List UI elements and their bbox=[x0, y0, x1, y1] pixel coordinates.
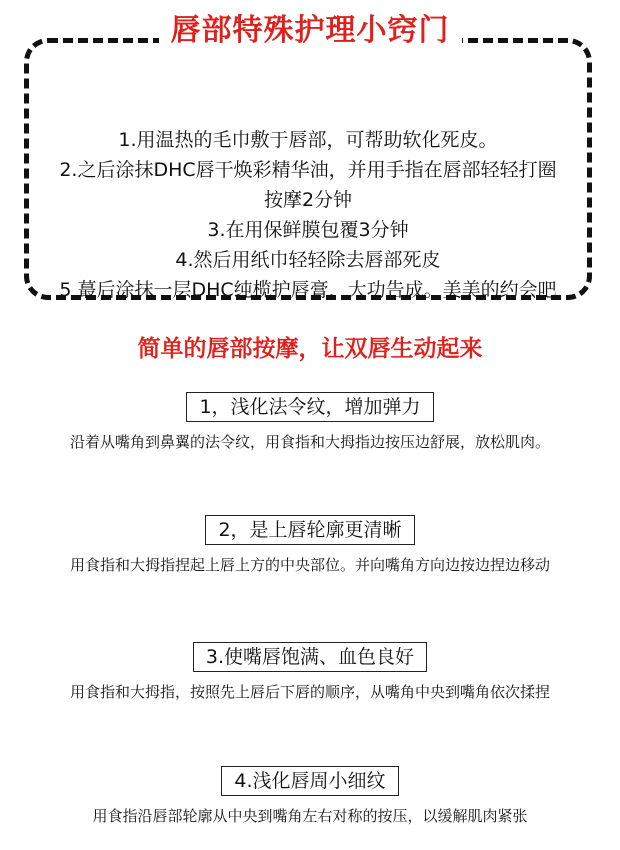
massage-item-description: 用食指和大拇指，按照先上唇后下唇的顺序，从嘴角中央到嘴角依次揉捏 bbox=[69, 683, 550, 701]
massage-item-heading: 4.浅化唇周小细纹 bbox=[221, 766, 398, 796]
tips-step: 1.用温热的毛巾敷于唇部，可帮助软化死皮。 bbox=[118, 129, 498, 151]
massage-item-description: 沿着从嘴角到鼻翼的法令纹，用食指和大拇指边按压边舒展，放松肌肉。 bbox=[69, 433, 550, 451]
massage-item-heading: 2，是上唇轮廓更清晰 bbox=[205, 515, 414, 545]
tips-step: 4.然后用纸巾轻轻除去唇部死皮 bbox=[175, 249, 441, 271]
tips-step: 3.在用保鲜膜包覆3分钟 bbox=[207, 219, 409, 241]
tips-steps bbox=[57, 125, 559, 305]
massage-item bbox=[30, 766, 590, 830]
massage-item-heading: 3.使嘴唇饱满、血色良好 bbox=[193, 642, 427, 672]
massage-item-description: 用食指沿唇部轮廓从中央到嘴角左右对称的按压，以缓解肌肉紧张 bbox=[92, 807, 528, 825]
massage-item-description: 用食指和大拇指捏起上唇上方的中央部位。并向嘴角方向边按边捏边移动 bbox=[69, 556, 550, 574]
massage-section-title: 简单的唇部按摩，让双唇生动起来 bbox=[137, 336, 483, 362]
massage-item bbox=[30, 642, 590, 706]
tips-title-wrap bbox=[0, 13, 620, 48]
tips-box bbox=[24, 38, 592, 300]
massage-item bbox=[30, 392, 590, 456]
tips-step: 2.之后涂抹DHC唇干焕彩精华油，并用手指在唇部轻轻打圈按摩2分钟 bbox=[59, 159, 557, 211]
massage-item bbox=[30, 515, 590, 579]
tips-step: 5 蕞后涂抹一层DHC纯榄护唇膏，大功告成。美美的约会吧 bbox=[59, 279, 557, 301]
massage-item-heading: 1，浅化法令纹，增加弹力 bbox=[186, 392, 433, 422]
tips-title: 唇部特殊护理小窍门 bbox=[159, 13, 462, 48]
